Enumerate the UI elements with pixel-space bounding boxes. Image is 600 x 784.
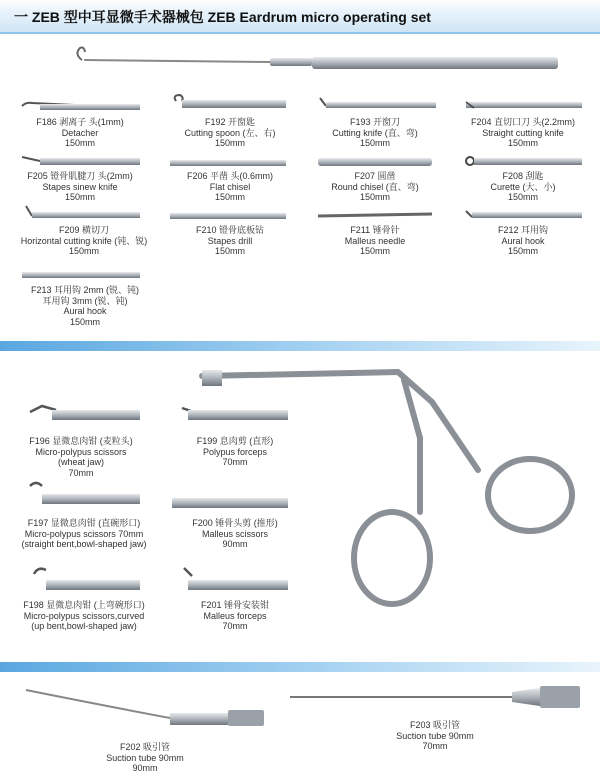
f200-label: F200 锤骨头剪 (推形) Malleus scissors 90mm xyxy=(192,518,278,549)
f204-label: F204 直切口刀 头(2.2mm) Straight cutting knife 150mm xyxy=(470,117,575,148)
f186-image xyxy=(22,103,140,110)
f211-image xyxy=(318,214,432,216)
f207-image xyxy=(318,158,432,166)
f208-image xyxy=(466,157,582,165)
f204-image xyxy=(466,102,582,108)
f206-label: F206 平凿 头(0.6mm) Flat chisel 150mm xyxy=(186,171,273,202)
f198-image xyxy=(34,569,140,590)
f200-image xyxy=(172,498,288,508)
f202-image xyxy=(26,690,264,726)
f211-label: F211 锤骨针 Malleus needle 150mm xyxy=(344,225,406,256)
f193-label: F193 开窗刀 Cutting knife (直、弯) 150mm xyxy=(332,117,418,148)
f213-image xyxy=(22,272,140,278)
section-divider-2 xyxy=(0,662,600,672)
f193-image xyxy=(320,98,436,108)
f205-image xyxy=(22,157,140,165)
f201-image xyxy=(184,568,288,590)
f203-image xyxy=(290,686,580,708)
f196-image xyxy=(30,406,140,420)
f192-image xyxy=(175,95,286,108)
f206-image xyxy=(170,160,286,166)
large-scissors-hinge xyxy=(202,370,222,386)
f208-label: F208 刮匙 Curette (大、小) 150mm xyxy=(490,171,556,202)
f207-label: F207 圆凿 Round chisel (直、弯) 150mm xyxy=(331,171,419,202)
f197-image xyxy=(30,483,140,504)
f209-image xyxy=(26,206,140,218)
f197-label: F197 显微息肉钳 (直碗形口) Micro-polypus scissors 70mm (straight bent,bowl-shaped jaw) xyxy=(21,518,147,549)
f198-label: F198 显微息肉钳 (上弯碗形口) Micro-polypus scissors,curved (up bent,bowl-shaped jaw) xyxy=(23,600,145,631)
f201-label: F201 锤骨安装钳 Malleus forceps 70mm xyxy=(200,600,269,631)
f202-label: F202 吸引管 Suction tube 90mm 90mm xyxy=(106,742,184,773)
f199-image xyxy=(182,408,288,420)
f203-label: F203 吸引管 Suction tube 90mm 70mm xyxy=(396,720,474,751)
f213-label: F213 耳用钩 2mm (锐、钝) 耳用钩 3mm (锐、钝) Aural hook 150mm xyxy=(30,285,139,327)
f209-label: F209 横切刀 Horizontal cutting knife (钝、锐) 150mm xyxy=(20,225,148,256)
f212-image xyxy=(466,211,582,218)
large-scissors-image xyxy=(202,372,572,604)
f210-label: F210 镫骨底板钻 Stapes drill 150mm xyxy=(195,225,264,256)
section-divider-1 xyxy=(0,341,600,351)
hero-hook-image xyxy=(77,48,558,70)
f186-label: F186 剥离子 头(1mm) Detacher 150mm xyxy=(36,117,124,148)
f196-label: F196 显微息肉钳 (麦粒头) Micro-polypus scissors (wheat jaw) 70mm xyxy=(29,436,133,478)
f192-label: F192 开窗匙 Cutting spoon (左、右) 150mm xyxy=(184,117,276,148)
page-title: 一 ZEB 型中耳显微手术器械包 ZEB Eardrum micro operating set xyxy=(14,9,431,25)
f212-label: F212 耳用钩 Aural hook 150mm xyxy=(497,225,548,256)
f205-label: F205 镫骨肌腱刀 头(2mm) Stapes sinew knife 150mm xyxy=(27,171,133,202)
f210-image xyxy=(170,213,286,219)
f199-label: F199 息肉剪 (直形) Polypus forceps 70mm xyxy=(196,436,274,467)
